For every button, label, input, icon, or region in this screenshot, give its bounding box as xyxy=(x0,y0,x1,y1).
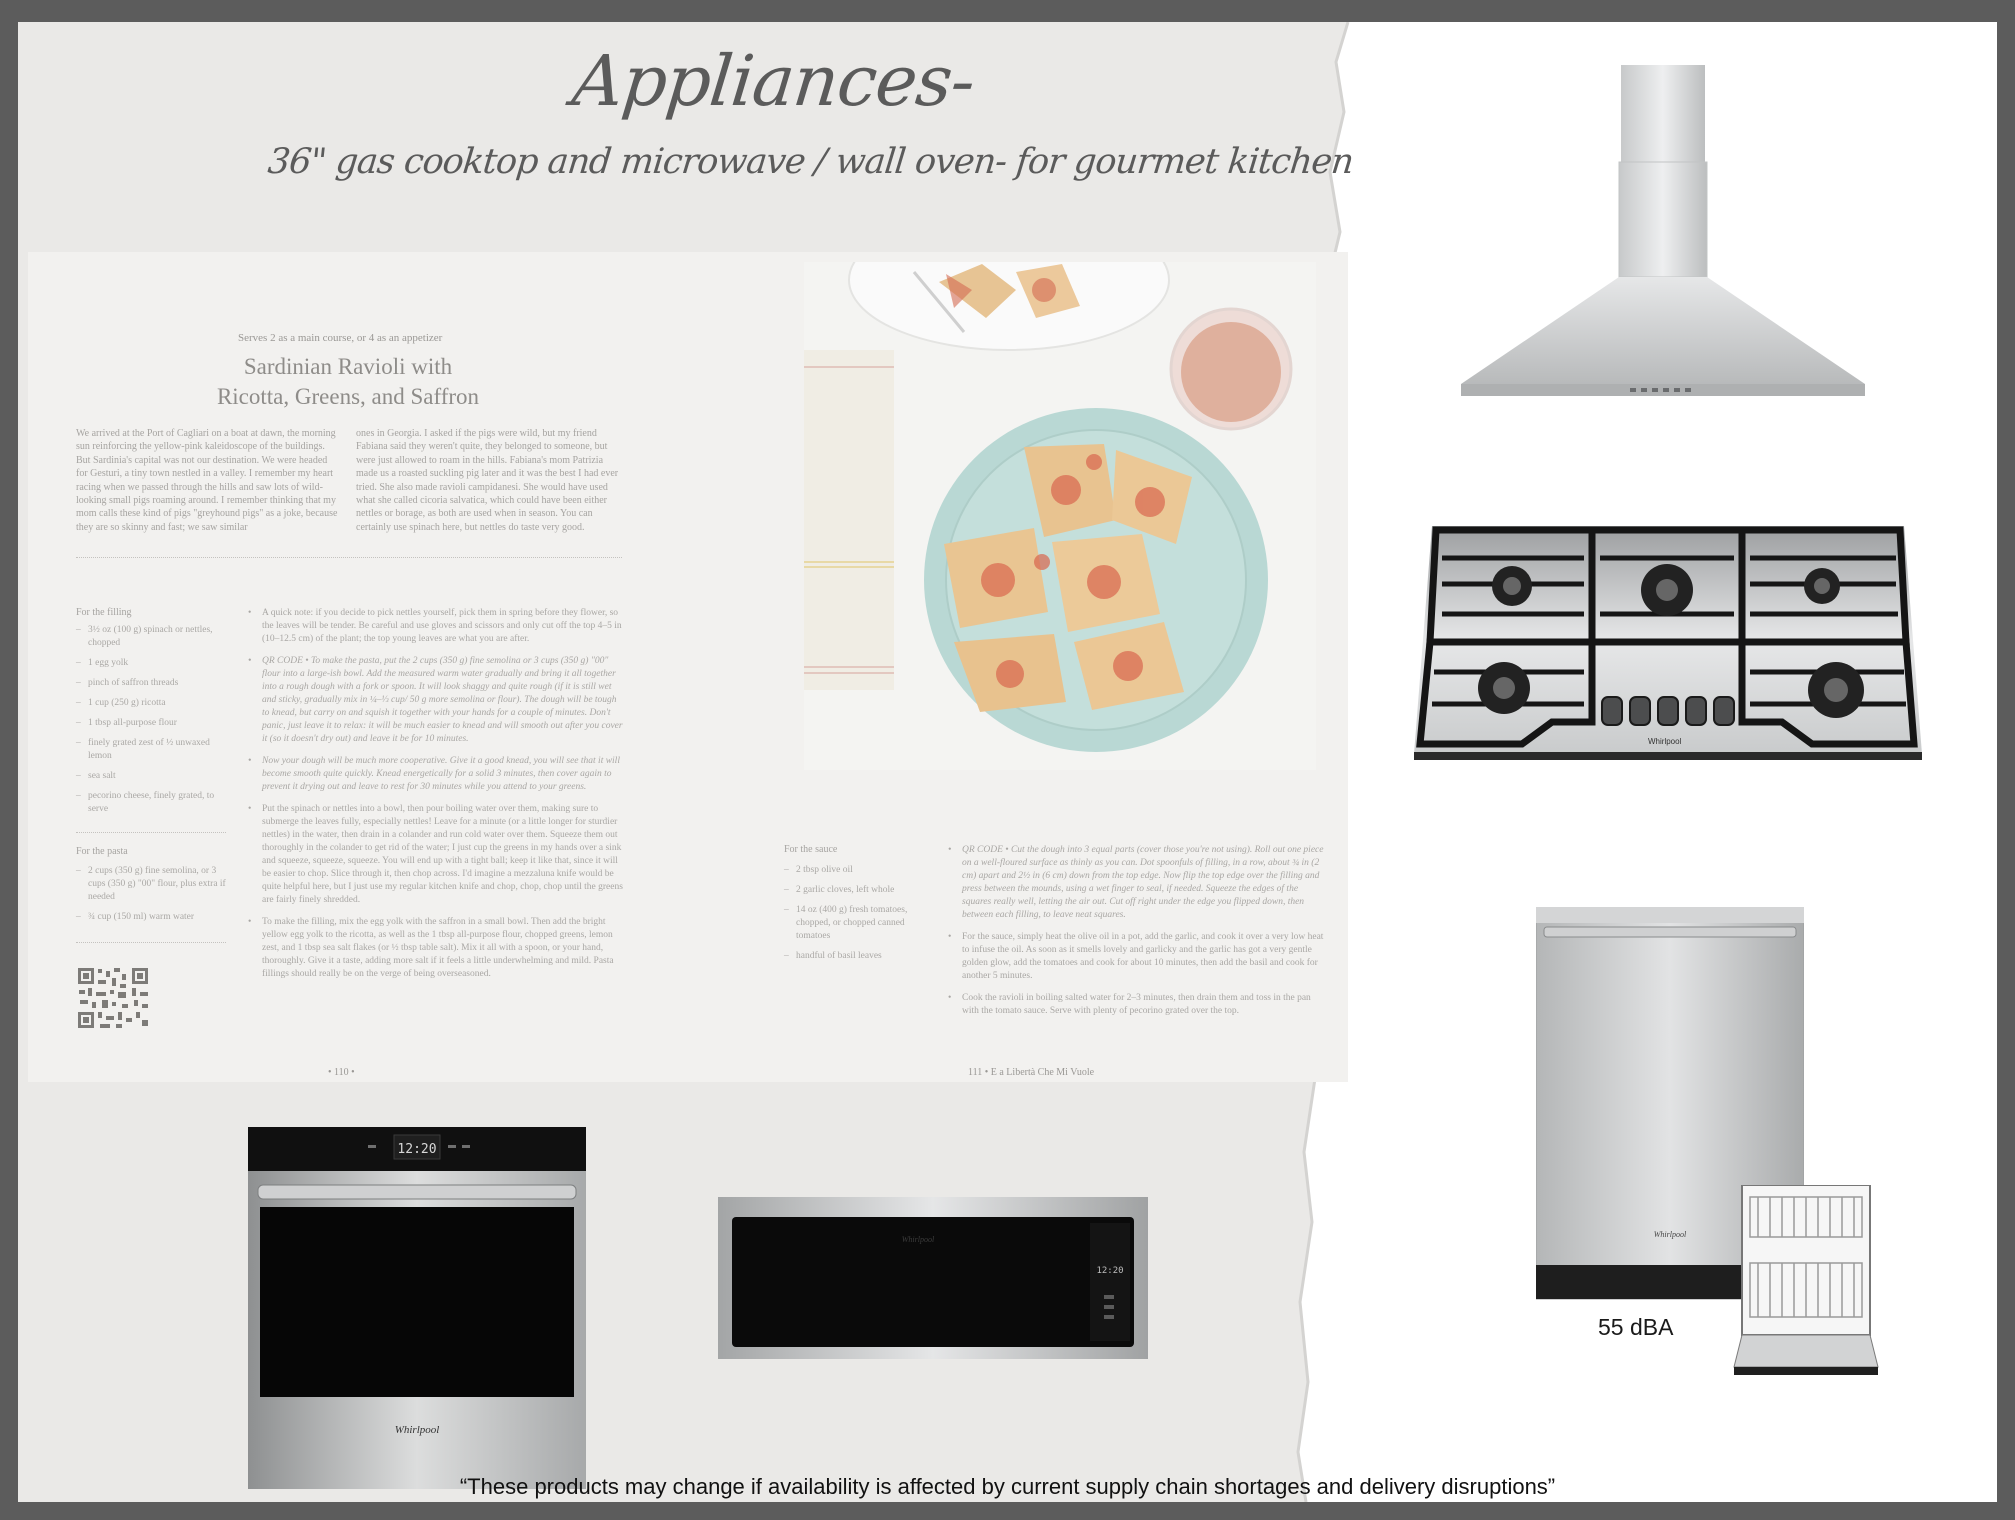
range-hood-image xyxy=(1458,62,1868,402)
wall-oven-image xyxy=(248,1127,586,1489)
filling-heading: For the filling xyxy=(76,607,132,618)
dishwasher-open-image xyxy=(1732,1185,1880,1377)
slide-sheet xyxy=(18,22,1997,1502)
list-item: • QR CODE • To make the pasta, put the 2 cups (350 g) fine semolina or 3 cups (350 g) "00" flour into a large-ish bowl. Add the measured warm water gradually and bring it all together into a rough dough with a fork or spoon. It will look shaggy and quite rough (if it is still wet and sticky, gradually mix in ¼–⅓ cup/ 50 g more semolina or flour). The dough will be tough to knead, but carry on and squish it together with your hands for a couple of minutes. Don't panic, just leave it to relax: it will be much easier to knead and will smooth out after you cover it (so it doesn't dry out) and leave it be for 10 minutes. xyxy=(248,655,626,746)
list-item: – 1 tbsp all-purpose flour xyxy=(76,717,226,730)
list-item: – pinch of saffron threads xyxy=(76,677,226,690)
recipe-title-line1: Sardinian Ravioli with xyxy=(243,354,453,379)
divider xyxy=(76,942,226,943)
filling-list xyxy=(76,624,226,823)
cookbook-spread xyxy=(28,252,1348,1082)
oven-clock: 12:20 xyxy=(397,1142,437,1157)
microwave-clock: 12:20 xyxy=(1096,1266,1124,1276)
gas-cooktop-image xyxy=(1412,522,1924,767)
list-item: • Put the spinach or nettles into a bowl, then pour boiling water over them, making sure to submerge the leaves fully, especially nettles! Leave for a minute (or a little longer for sturdier nettles) in the water, then drain in a colander and run cold water over them. Squeeze them out thoroughly in the colander to get rid of the water; I just cup the greens in my hands over a sink and squeeze, squeeze, squeeze. You will end up with a tight ball; keep it like that, since it will be easier to chop. Slice through it, then chop across. I'd imagine a mezzaluna knife would be quite helpful here, but I just use my regular kitchen knife and chop, chop, chop until the greens are fairly finely shredded. xyxy=(248,803,626,907)
divider xyxy=(76,832,226,833)
steps-left xyxy=(248,607,626,990)
list-item: – 3½ oz (100 g) spinach or nettles, chopped xyxy=(76,624,226,650)
list-item: – 1 cup (250 g) ricotta xyxy=(76,697,226,710)
qr-code-icon[interactable] xyxy=(76,966,150,1030)
list-item: – 14 oz (400 g) fresh tomatoes, chopped, or chopped canned tomatoes xyxy=(784,904,934,943)
page-number-right: 111 • E a Libertà Che Mi Vuole xyxy=(968,1067,1095,1078)
pasta-heading: For the pasta xyxy=(76,846,128,857)
recipe-serves: Serves 2 as a main course, or 4 as an appetizer xyxy=(238,332,443,344)
recipe-title xyxy=(178,352,518,412)
list-item: – sea salt xyxy=(76,770,226,783)
page-title: Appliances- xyxy=(568,40,979,122)
list-item: • For the sauce, simply heat the olive oil in a pot, add the garlic, and cook it over a very low heat to infuse the oil. As soon as it smells lovely and garlicky and the garlic has got a very gentle golden glow, add the tomatoes and cook for about 10 minutes, then add the basil and cook for another 5 minutes. xyxy=(948,931,1328,983)
steps-right xyxy=(948,844,1328,1027)
pasta-list xyxy=(76,865,226,931)
list-item: • A quick note: if you decide to pick nettles yourself, pick them in spring before they flower, so the leaves will be tender. Be careful and use gloves and scissors and only cut off the top 4–5 in (10–12.5 cm) of the plant; the top young leaves are what you are after. xyxy=(248,607,626,646)
ravioli-photo xyxy=(804,262,1316,770)
sauce-list xyxy=(784,864,934,970)
disclaimer-text: “These products may change if availability is affected by current supply chain shortages and delivery disruptions” xyxy=(459,1474,1556,1499)
list-item: • QR CODE • Cut the dough into 3 equal parts (cover those you're not using). Roll out one piece on a well-floured surface as thinly as you can. Dot spoonfuls of filling, in a row, about ¾ in (2 cm) apart and 2½ in (6 cm) down from the top edge. Now flip the top edge over the filling and press between the mounds, using a wet finger to seal, if needed. Squeeze the edges of the squares really well, letting the air out. Cut off right under the edge you flipped down, then between each filling, to leave neat squares. xyxy=(948,844,1328,922)
list-item: – finely grated zest of ½ unwaxed lemon xyxy=(76,737,226,763)
list-item: • To make the filling, mix the egg yolk with the saffron in a small bowl. Then add the bright yellow egg yolk to the ricotta, as well as the 1 tbsp all-purpose flour, chopped greens, lemon zest, and 1 tbsp sea salt flakes (or ½ tbsp table salt). Mix it all with a spoon, or your hand, thoroughly. Give it a taste, adding more salt if it feels a little underwhelming and mild. Pasta fillings should really be on the verge of being overseasoned. xyxy=(248,916,626,981)
list-item: – pecorino cheese, finely grated, to serve xyxy=(76,790,226,816)
list-item: • Cook the ravioli in boiling salted water for 2–3 minutes, then drain them and toss in the pan with the tomato sauce. Serve with plenty of pecorino grated over the top. xyxy=(948,992,1328,1018)
list-item: – 2 tbsp olive oil xyxy=(784,864,934,877)
list-item: – handful of basil leaves xyxy=(784,950,934,963)
sauce-heading: For the sauce xyxy=(784,844,838,855)
divider xyxy=(76,557,622,558)
list-item: – 1 egg yolk xyxy=(76,657,226,670)
list-item: – 2 garlic cloves, left whole xyxy=(784,884,934,897)
microwave-brand-logo: Whirlpool xyxy=(901,1235,935,1244)
list-item: – ¾ cup (150 ml) warm water xyxy=(76,911,226,924)
page-subtitle: 36" gas cooktop and microwave / wall oven- for gourmet kitchen xyxy=(265,142,1355,182)
cooktop-brand-logo: Whirlpool xyxy=(1648,737,1682,746)
recipe-intro-col1: We arrived at the Port of Cagliari on a boat at dawn, the morning sun reinforcing the yellow-pink kaleidoscope of the buildings. But Sardinia's capital was not our destination. We were headed for Gesturi, a tiny town nestled in a valley. I remember my heart racing when we passed through the hills and saw lots of wild-looking small pigs roaming around. I remember thinking that my mom calls these kind of pigs "greyhound pigs" as a joke, because they are so skinny and fast; we saw similar xyxy=(76,428,338,533)
oven-brand-logo: Whirlpool xyxy=(394,1424,440,1436)
microwave-image xyxy=(718,1197,1148,1359)
dishwasher-noise-rating: 55 dBA xyxy=(1598,1314,1674,1340)
list-item: – 2 cups (350 g) fine semolina, or 3 cups (350 g) "00" flour, plus extra if needed xyxy=(76,865,226,904)
dishwasher-brand-logo: Whirlpool xyxy=(1653,1230,1687,1239)
recipe-intro-col2: ones in Georgia. I asked if the pigs were wild, but my friend Fabiana said they weren't quite, they belonged to someone, but were just allowed to roam in the hills. Fabiana's mom Patrizia made us a roasted suckling pig later and it was the best I had ever tried. She also made ravioli campidanesi. She would have used what she called cicoria salvatica, which could have been either nettles or borage, as both are used when in season. You can certainly use spinach here, but nettles do taste very good. xyxy=(356,428,619,533)
list-item: • Now your dough will be much more cooperative. Give it a good knead, you will see that it will become smooth quite quickly. Knead energetically for a solid 3 minutes, then cover again to prevent it drying out and leave to rest for 30 minutes while you attend to your greens. xyxy=(248,755,626,794)
page-number-left: • 110 • xyxy=(328,1067,355,1078)
recipe-title-line2: Ricotta, Greens, and Saffron xyxy=(216,384,480,409)
